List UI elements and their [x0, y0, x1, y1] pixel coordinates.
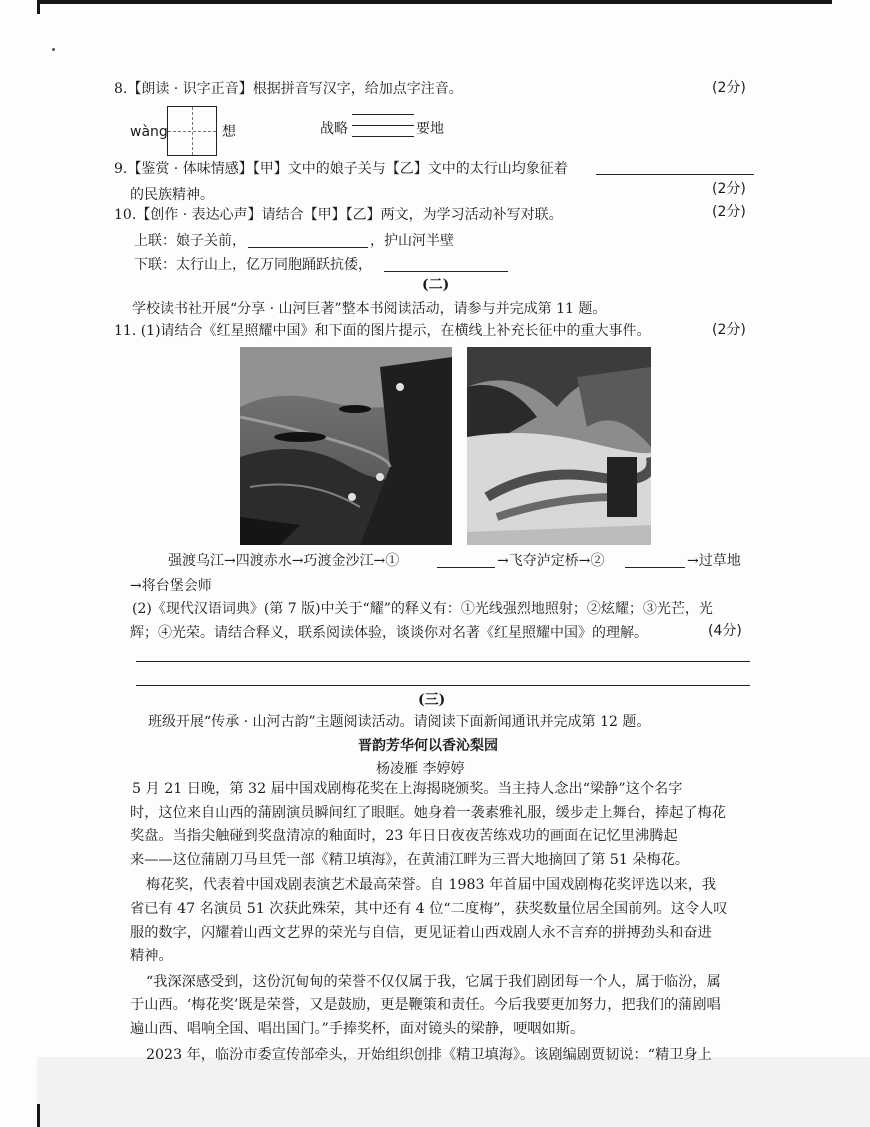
longmarch-chain-a: 强渡乌江→四渡赤水→巧渡金沙江→① [168, 553, 400, 569]
article-line: 遍山西、唱响全国、唱出国门。”手捧奖杯，面对镜头的梁静，哽咽如斯。 [130, 1021, 585, 1037]
couplet-lower-prefix: 下联：太行山上，亿万同胞踊跃抗倭， [134, 257, 372, 273]
tianzige-box[interactable] [167, 106, 217, 156]
q10-score: (2分) [712, 204, 746, 220]
q9-answer-blank[interactable] [596, 174, 754, 175]
speck [52, 48, 55, 51]
top-border [40, 0, 832, 4]
couplet-lower-blank[interactable] [384, 271, 508, 272]
left-border-top [37, 0, 40, 14]
section-2-heading: (二) [422, 277, 450, 293]
article-line: 奖盘。当指尖触碰到奖盘清凉的釉面时，23 年日日夜夜苦练戏功的画面在记忆里沸腾起 [130, 828, 678, 845]
left-border-bottom [37, 1104, 40, 1127]
article-line: 于山西。‘梅花奖’既是荣誉，又是鼓励，更是鞭策和责任。今后我要更加努力，把我们的蒲剧唱 [130, 997, 721, 1014]
blank-1[interactable] [437, 567, 495, 568]
couplet-upper-blank[interactable] [248, 247, 368, 248]
longmarch-chain-d: →将台堡会师 [130, 578, 212, 594]
article-line: 梅花奖，代表着中国戏剧表演艺术最高荣誉。自 1983 年首届中国戏剧梅花奖评选以来，我 [146, 877, 717, 894]
q11-part2-score: (4分) [708, 623, 742, 639]
article-line: 服的数字，闪耀着山西文艺界的荣光与自信，更见证着山西戏剧人永不言弃的拼搏劲头和奋进 [130, 924, 712, 941]
answer-line-2[interactable] [136, 685, 750, 686]
bottom-shadow [37, 1057, 870, 1127]
blank-2[interactable] [625, 567, 685, 568]
longmarch-chain-b: →飞夺泸定桥→② [497, 553, 605, 569]
q11-part1-prompt: 11. (1)请结合《红星照耀中国》和下面的图片提示，在横线上补充长征中的重大事件。 [114, 323, 651, 339]
q8-pinyin-blank[interactable] [352, 114, 414, 115]
article-line: 来——这位蒲剧刀马旦凭一部《精卫填海》，在黄浦江畔为三晋大地摘回了第 51 朵梅花。 [130, 851, 690, 868]
snow-mountain-illustration [467, 347, 651, 545]
q10-prompt: 10.【创作 · 表达心声】请结合【甲】【乙】两文，为学习活动补写对联。 [114, 207, 563, 223]
section-2-intro: 学校读书社开展“分享 · 山河巨著”整本书阅读活动，请参与并完成第 11 题。 [132, 301, 607, 317]
article-line: 省已有 47 名演员 51 次获此殊荣，其中还有 4 位“二度梅”，获奖数量位居全国前列。这令人叹 [130, 901, 728, 917]
couplet-upper-suffix: ，护山河半壁 [370, 233, 454, 249]
section-3-heading: (三) [418, 692, 446, 708]
q9-prompt-cont: 的民族精神。 [130, 187, 214, 203]
q8-word-suffix: 要地 [416, 121, 444, 137]
q8-char-after-box: 想 [222, 124, 236, 140]
couplet-upper-prefix: 上联：娘子关前， [134, 233, 246, 249]
q8-score: (2分) [712, 80, 746, 96]
q11-part1-score: (2分) [712, 322, 746, 338]
section-3-intro: 班级开展“传承 · 山河古韵”主题阅读活动。请阅读下面新闻通讯并完成第 12 题。 [148, 714, 651, 730]
article-line: 5 月 21 日晚，第 32 届中国戏剧梅花奖在上海揭晓颁奖。当主持人念出“梁静”这个名字 [132, 781, 683, 797]
q8-pinyin-blank-2[interactable] [352, 125, 414, 126]
article-line: 时，这位来自山西的蒲剧演员瞬间红了眼眶。她身着一袭素雅礼服，缓步走上舞台，捧起了梅花 [130, 804, 726, 821]
q11-part2-line1: (2)《现代汉语词典》(第 7 版)中关于“耀”的释义有：①光线强烈地照射；②炫耀；③光芒，光 [132, 601, 713, 617]
q9-score: (2分) [712, 181, 746, 197]
article-line: “我深深感受到，这份沉甸甸的荣誉不仅仅属于我，它属于我们剧团每一个人，属于临汾，属 [146, 973, 721, 990]
longmarch-chain-c: →过草地 [687, 553, 741, 569]
article-line: 2023 年，临汾市委宣传部牵头，开始组织创排《精卫填海》。该剧编剧贾韧说：“精卫身上 [146, 1046, 712, 1063]
q8-word-prefix: 战略 [320, 121, 348, 137]
q9-prompt: 9.【鉴赏 · 体味情感】【甲】文中的娘子关与【乙】文中的太行山均象征着 [114, 161, 568, 177]
answer-line-1[interactable] [136, 661, 750, 662]
river-crossing-illustration [240, 347, 452, 545]
q8-pinyin-blank-3[interactable] [352, 136, 414, 137]
article-authors: 杨凌雁 李婷婷 [376, 761, 465, 777]
q8-pinyin: wàng [130, 124, 168, 140]
q8-prompt: 8.【朗读 · 识字正音】根据拼音写汉字，给加点字注音。 [114, 81, 463, 97]
q11-part2-line2: 辉；④光荣。请结合释义，联系阅读体验，谈谈你对名著《红星照耀中国》的理解。 [130, 625, 648, 641]
article-title: 晋韵芳华何以香沁梨园 [358, 738, 498, 754]
article-line: 精神。 [130, 948, 173, 965]
